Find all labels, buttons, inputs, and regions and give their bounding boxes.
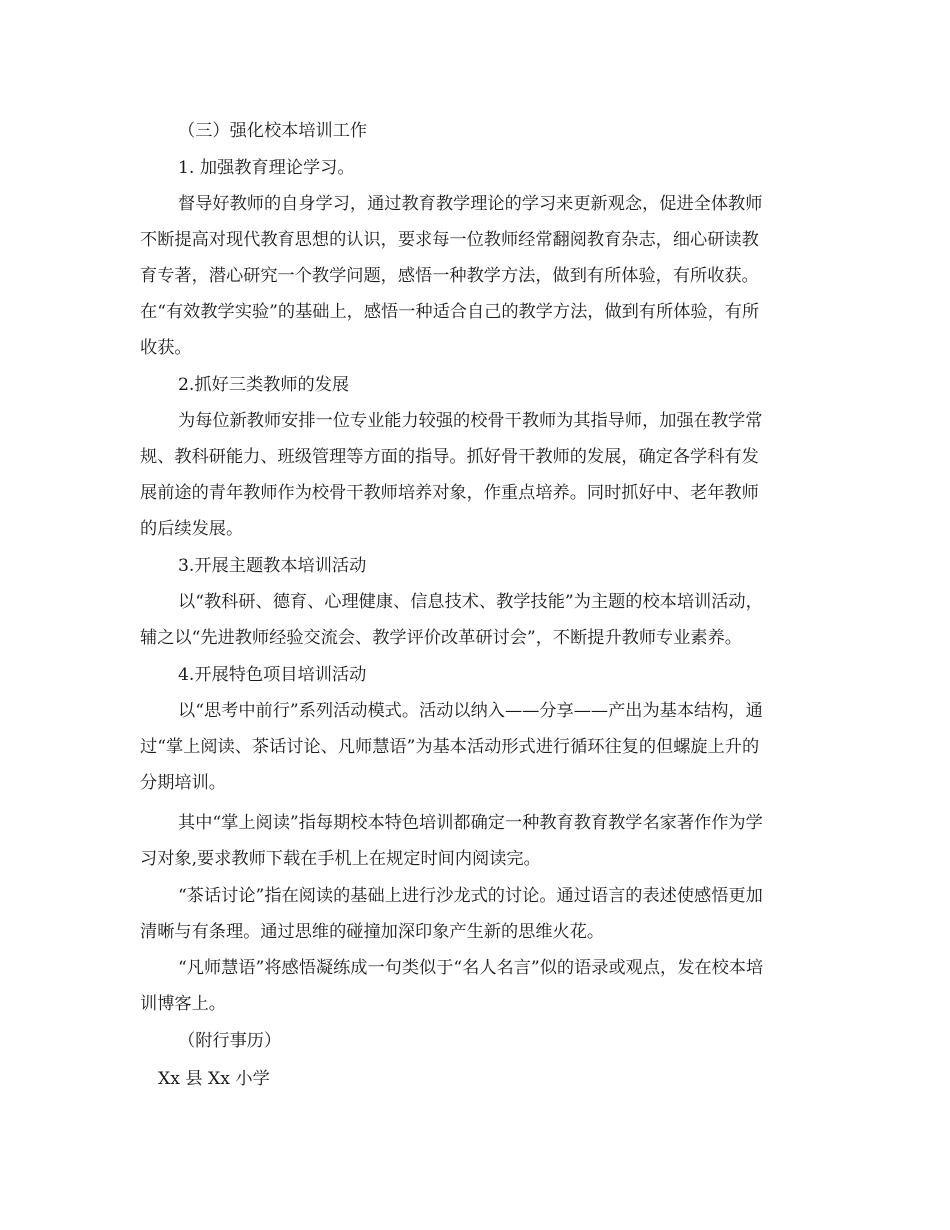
reading-line-1: 其中“掌上阅读”指每期校本特色培训都确定一种教育教育教学名家著作作为学 bbox=[178, 813, 763, 833]
tea-line-2: 清晰与有条理。通过思维的碰撞加深印象产生新的思维火花。 bbox=[140, 922, 605, 942]
wisdom-line-1: “凡师慧语”将感悟凝练成一句类似于“名人名言”似的语录或观点，发在校本培 bbox=[178, 958, 764, 978]
closing-note: （附行事历） bbox=[178, 1031, 282, 1051]
item1-title: 1. 加强教育理论学习。 bbox=[178, 158, 355, 178]
item1-line-3: 育专著，潜心研究一个教学问题，感悟一种教学方法，做到有所体验，有所收获。 bbox=[140, 266, 759, 286]
item2-line-1: 为每位新教师安排一位专业能力较强的校骨干教师为其指导师，加强在教学常 bbox=[178, 411, 763, 431]
item4-line-1: 以“思考中前行”系列活动模式。活动以纳入——分享——产出为基本结构，通 bbox=[178, 701, 763, 721]
item4-title: 4.开展特色项目培训活动 bbox=[178, 665, 367, 685]
item2-title: 2.抓好三类教师的发展 bbox=[178, 375, 350, 395]
wisdom-line-2: 训博客上。 bbox=[140, 994, 226, 1014]
item4-line-3: 分期培训。 bbox=[140, 773, 226, 793]
section-heading: （三）强化校本培训工作 bbox=[178, 121, 368, 141]
item2-line-2: 规、教科研能力、班级管理等方面的指导。抓好骨干教师的发展，确定各学科有发 bbox=[140, 447, 759, 467]
item1-line-4: 在“有效教学实验”的基础上，感悟一种适合自己的教学方法，做到有所体验，有所 bbox=[140, 302, 760, 322]
item1-line-1: 督导好教师的自身学习，通过教育教学理论的学习来更新观念，促进全体教师 bbox=[178, 194, 763, 214]
item3-line-1: 以“教科研、德育、心理健康、信息技术、教学技能”为主题的校本培训活动， bbox=[178, 592, 763, 612]
item1-line-2: 不断提高对现代教育思想的认识，要求每一位教师经常翻阅教育杂志，细心研读教 bbox=[140, 230, 759, 250]
item3-line-2: 辅之以“先进教师经验交流会、教学评价改革研讨会”，不断提升教师专业素养。 bbox=[140, 628, 742, 648]
item4-line-2: 过“掌上阅读、茶话讨论、凡师慧语”为基本活动形式进行循环往复的但螺旋上升的 bbox=[140, 737, 760, 757]
item3-title: 3.开展主题教本培训活动 bbox=[178, 556, 367, 576]
item2-line-3: 展前途的青年教师作为校骨干教师培养对象，作重点培养。同时抓好中、老年教师 bbox=[140, 483, 759, 503]
reading-line-2: 习对象,要求教师下载在手机上在规定时间内阅读完。 bbox=[140, 849, 541, 869]
item2-line-4: 的后续发展。 bbox=[140, 519, 244, 539]
tea-line-1: “茶话讨论”指在阅读的基础上进行沙龙式的讨论。通过语言的表述使感悟更加 bbox=[178, 886, 763, 906]
item1-line-5: 收获。 bbox=[140, 338, 192, 358]
signature: Xx 县 Xx 小学 bbox=[158, 1069, 270, 1089]
